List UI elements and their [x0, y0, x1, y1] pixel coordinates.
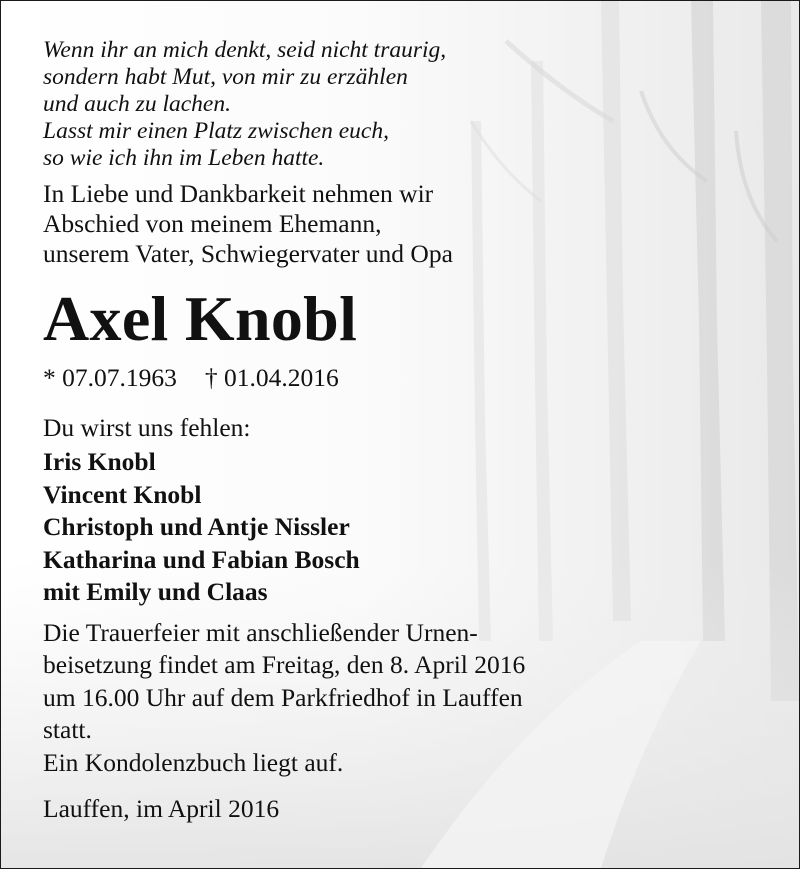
memorial-poem: [43, 37, 783, 172]
intro-line: Abschied von meinem Ehemann,: [43, 209, 382, 238]
ceremony-line: um 16.00 Uhr auf dem Parkfriedhof in Lauffen: [43, 682, 523, 712]
birth-date: * 07.07.1963: [43, 363, 177, 392]
poem-line: und auch zu lachen.: [43, 91, 231, 117]
deceased-name: Axel Knobl: [43, 283, 358, 354]
mourner-name: Iris Knobl: [43, 447, 156, 476]
poem-line: Lasst mir einen Platz zwischen euch,: [43, 118, 389, 144]
ceremony-line: Ein Kondolenzbuch liegt auf.: [43, 747, 344, 777]
mourner-name: Katharina und Fabian Bosch: [43, 544, 360, 574]
death-date: † 01.04.2016: [204, 363, 339, 392]
mourner-name: mit Emily und Claas: [43, 577, 268, 606]
mourner-name: Vincent Knobl: [43, 479, 202, 509]
ceremony-line: beisetzung findet am Freitag, den 8. April 2016: [43, 650, 526, 679]
life-dates: [43, 363, 783, 393]
place-and-date: Lauffen, im April 2016: [43, 794, 280, 823]
ceremony-info: [43, 617, 783, 780]
notice-content: [43, 37, 783, 825]
mourner-name: Christoph und Antje Nissler: [43, 512, 350, 541]
poem-line: sondern habt Mut, von mir zu erzählen: [43, 64, 408, 90]
miss-line: Du wirst uns fehlen:: [43, 413, 251, 442]
poem-line: so wie ich ihn im Leben hatte.: [43, 145, 325, 171]
intro-text: [43, 179, 783, 269]
intro-line: In Liebe und Dankbarkeit nehmen wir: [43, 179, 434, 208]
ceremony-line: statt.: [43, 715, 92, 744]
intro-line: unserem Vater, Schwiegervater und Opa: [43, 239, 453, 268]
ceremony-line: Die Trauerfeier mit anschließender Urnen-: [43, 617, 478, 647]
mourners-list: [43, 446, 783, 609]
poem-line: Wenn ihr an mich denkt, seid nicht traurig,: [43, 37, 447, 63]
